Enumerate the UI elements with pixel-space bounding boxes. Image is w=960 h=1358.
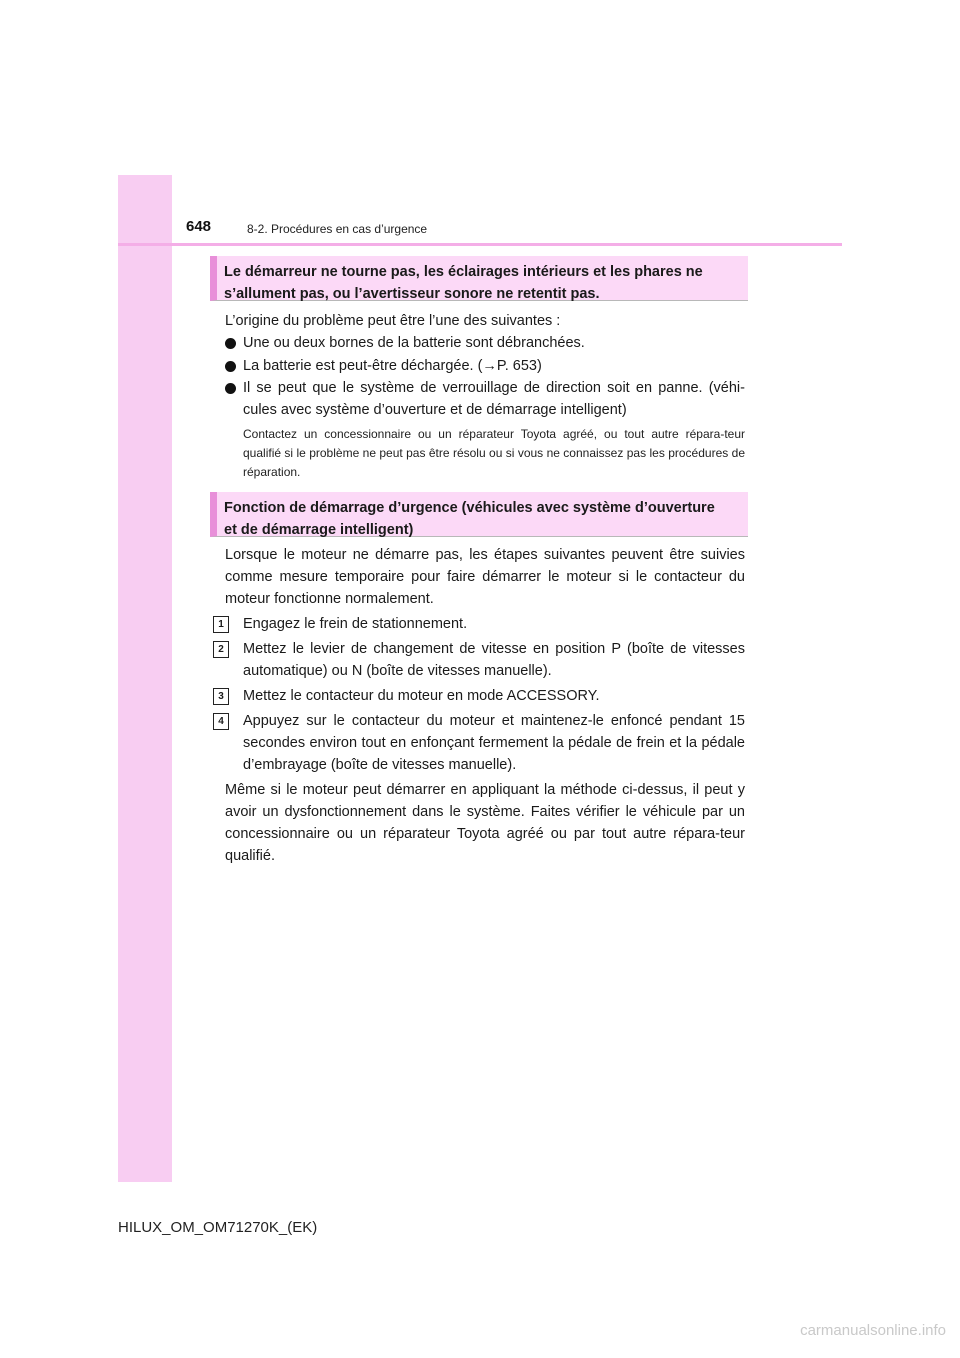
heading-line: Le démarreur ne tourne pas, les éclairages intérieurs et les phares ne <box>224 264 703 280</box>
heading-line: Fonction de démarrage d’urgence (véhicules avec système d’ouverture <box>224 500 715 516</box>
bullet-icon <box>225 383 236 394</box>
step-item <box>213 638 745 682</box>
side-tab-band <box>118 175 172 1182</box>
page-number: 648 <box>186 218 212 235</box>
list-item <box>225 355 745 377</box>
intro-text: L’origine du problème peut être l’une des suivantes : <box>225 313 561 329</box>
heading-emergency-start <box>210 492 748 537</box>
step-number: 3 <box>213 688 229 705</box>
step-text: Engagez le frein de stationnement. <box>243 616 468 632</box>
document-code: HILUX_OM_OM71270K_(EK) <box>118 1219 318 1236</box>
bullet-text: La batterie est peut-être déchargée. (→P. 653) <box>243 358 542 374</box>
list-item <box>225 377 745 421</box>
intro-text: Lorsque le moteur ne démarre pas, les étapes suivantes peuvent être suivies comme mesure temporaire pour faire démarrer le moteur si le contacteur du moteur fonctionne normalement. <box>225 547 745 607</box>
bullet-text: Il se peut que le système de verrouillage de direction soit en panne. (véhi-cules avec système d’ouverture et de démarrage intelligent) <box>243 380 745 418</box>
header-rule <box>118 243 842 246</box>
step-item <box>213 613 745 635</box>
heading-starter-problem <box>210 256 748 301</box>
step-number: 1 <box>213 616 229 633</box>
watermark: carmanualsonline.info <box>800 1322 946 1339</box>
list-item <box>225 332 745 354</box>
section-title: 8-2. Procédures en cas d’urgence <box>247 222 428 236</box>
step-text: Appuyez sur le contacteur du moteur et maintenez-le enfoncé pendant 15 secondes environ tout en enfonçant fermement la pédale de frein et la pédale d’embrayage (boîte de vitesses manuelle). <box>243 713 745 773</box>
step-text: Mettez le contacteur du moteur en mode ACCESSORY. <box>243 688 600 704</box>
closing-text: Même si le moteur peut démarrer en appliquant la méthode ci-dessus, il peut y avoir un dysfonctionnement dans le système. Faites vérifier le véhicule par un concessionnaire ou un réparateur Toyota agréé ou par tout autre répara-teur qualifié. <box>225 782 745 864</box>
bullet-icon <box>225 361 236 372</box>
step-number: 4 <box>213 713 229 730</box>
step-item <box>213 685 745 707</box>
bullet-icon <box>225 338 236 349</box>
note-text: Contactez un concessionnaire ou un réparateur Toyota agréé, ou tout autre répara-teur qualifié si le problème ne peut pas être résolu ou si vous ne connaissez pas les procédures de réparation. <box>243 427 745 479</box>
step-text: Mettez le levier de changement de vitesse en position P (boîte de vitesses automatique) ou N (boîte de vitesses manuelle). <box>243 641 745 679</box>
step-number: 2 <box>213 641 229 658</box>
heading-line: et de démarrage intelligent) <box>224 522 414 538</box>
bullet-text: Une ou deux bornes de la batterie sont débranchées. <box>243 335 585 351</box>
step-item <box>213 710 745 776</box>
heading-line: s’allument pas, ou l’avertisseur sonore ne retentit pas. <box>224 286 600 302</box>
